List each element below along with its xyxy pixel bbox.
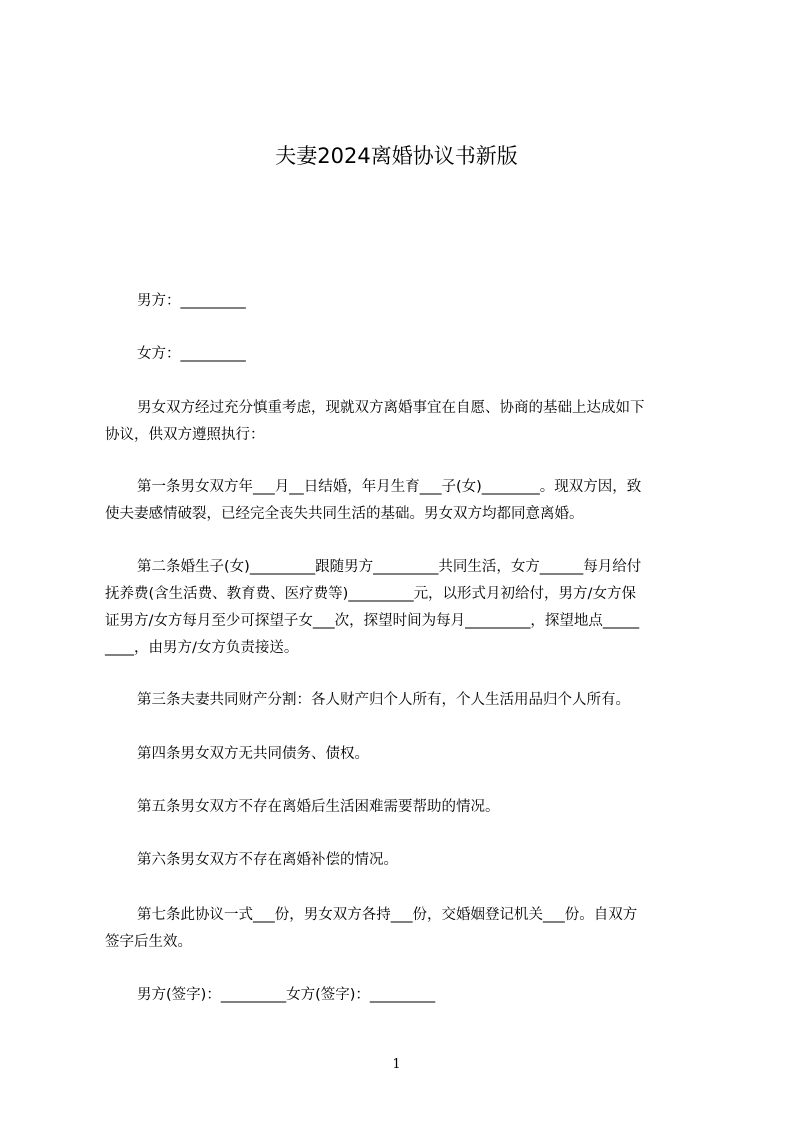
document-title: 夫妻2024离婚协议书新版 <box>275 144 518 168</box>
article-7-paragraph <box>105 902 705 956</box>
preamble-paragraph <box>105 395 705 449</box>
article-2-paragraph <box>105 554 705 662</box>
article-3-line: 第三条夫妻共同财产分割：各人财产归个人所有，个人生活用品归个人所有。 <box>137 692 630 708</box>
article-2-line-4: ____，由男方/女方负责接送。 <box>105 640 299 656</box>
signature-line: 男方(签字)：_________女方(签字)：_________ <box>137 987 436 1003</box>
article-2-line-1: 第二条婚生子(女)_________跟随男方_________共同生活，女方______每月给付 <box>137 559 642 575</box>
preamble-line-2: 协议，供双方遵照执行： <box>105 427 265 443</box>
article-2-line-2: 抚养费(含生活费、教育费、医疗费等)_________元，以形式月初给付，男方/女方保 <box>105 586 636 602</box>
article-1-line-1: 第一条男女双方年___月__日结婚，年月生育___子(女)________。现双方因，致 <box>137 479 642 495</box>
page-number: 1 <box>392 1057 401 1072</box>
article-7-line-1: 第七条此协议一式___份，男女双方各持___份，交婚姻登记机关___份。自双方 <box>137 907 638 923</box>
female-party-line: 女方：_________ <box>137 346 246 362</box>
preamble-line-1: 男女双方经过充分慎重考虑，现就双方离婚事宜在自愿、协商的基础上达成如下 <box>137 400 645 416</box>
article-4-line: 第四条男女双方无共同债务、债权。 <box>137 746 369 762</box>
article-6-line: 第六条男女双方不存在离婚补偿的情况。 <box>137 852 398 868</box>
article-1-line-2: 使夫妻感情破裂，已经完全丧失共同生活的基础。男女双方均都同意离婚。 <box>105 506 584 522</box>
male-party-line: 男方：_________ <box>137 293 246 309</box>
article-7-line-2: 签字后生效。 <box>105 934 192 950</box>
article-5-line: 第五条男女双方不存在离婚后生活困难需要帮助的情况。 <box>137 799 500 815</box>
article-1-paragraph <box>105 474 705 528</box>
article-2-line-3: 证男方/女方每月至少可探望子女___次，探望时间为每月_________，探望地点_____ <box>105 613 640 629</box>
